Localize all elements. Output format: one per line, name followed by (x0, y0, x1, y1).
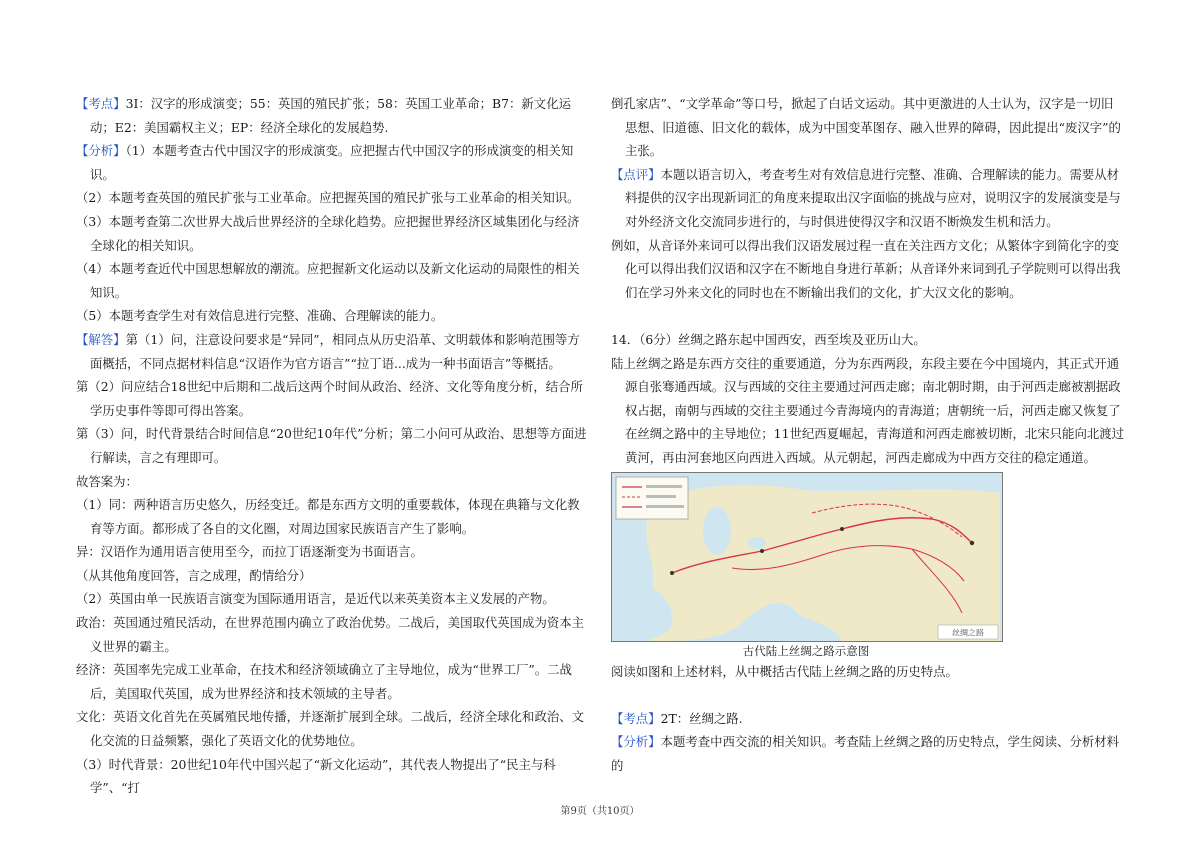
paragraph-text: （从其他角度回答，言之成理，酌情给分） (76, 567, 312, 583)
left-paragraph (76, 422, 590, 469)
left-paragraph (76, 658, 590, 705)
left-paragraph (76, 564, 590, 588)
map-caspian (703, 507, 731, 555)
paragraph-text: 文化：英语文化首先在英属殖民地传播，并逐渐扩展到全球。二战后，经济全球化和政治、文化交流的日益频繁，强化了英语文化的优势地位。 (76, 709, 585, 749)
kaodian-tag: 【考点】 (611, 710, 661, 726)
map-caption: 古代陆上丝绸之路示意图 (742, 643, 870, 658)
left-paragraph (76, 587, 590, 611)
left-paragraph (76, 611, 590, 658)
comment-text: 本题以语言切入，考查考生对有效信息进行完整、准确、合理解读的能力。需要从材料提供的汉字出现新词汇的角度来提取出汉字面临的挑战与应对，说明汉字的发展演变是与对外经济文化交流同步进行的，与时俱进使得汉字和汉语不断焕发生机和活力。 (625, 166, 1121, 229)
paragraph-text: （4）本题考查近代中国思想解放的潮流。应把握新文化运动以及新文化运动的局限性的相关知识。 (76, 261, 580, 300)
left-paragraph (76, 92, 590, 139)
paragraph-text: （2）英国由单一民族语言演变为国际通用语言，是近代以来英美资本主义发展的产物。 (76, 591, 555, 607)
right-column (611, 92, 1125, 777)
paragraph-text: 第（1）问，注意设问要求是“异同”，相同点从历史沿革、文明载体和影响范围等方面概括，不同点据材料信息“汉语作为官方语言”“拉丁语...成为一种书面语言”等概括。 (90, 331, 580, 371)
city-marker-far-west (670, 571, 674, 575)
paragraph-text: 政治：英国通过殖民活动，在世界范围内确立了政治优势。二战后，美国取代英国成为资本主义世界的霸主。 (76, 615, 585, 654)
question-14-material: 陆上丝绸之路是东西方交往的重要通道，分为东西两段，东段主要在今中国境内，其正式开通源自张骞通西域。汉与西域的交往主要通过河西走廊；南北朝时期，由于河西走廊被割据政权占据，南朝与西域的交往主要通过今青海境内的青海道；唐朝统一后，河西走廊又恢复了在丝绸之路中的主导地位；11世纪西夏崛起，青海道和河西走廊被切断，北宋只能向北渡过黄河，再由河套地区向西进入西域。从元朝起，河西走廊成为中西方交往的稳定通道。 (611, 355, 1125, 465)
left-paragraph (76, 139, 590, 186)
paragraph-text: （2）本题考查英国的殖民扩张与工业革命。应把握英国的殖民扩张与工业革命的相关知识。 (76, 190, 580, 206)
legend-text-1 (646, 485, 682, 488)
left-paragraph (76, 257, 590, 304)
silk-road-map-figure (611, 472, 1125, 660)
map-watermark: 丝绸之路 (952, 628, 984, 637)
city-marker-east (970, 540, 974, 544)
paragraph-text: （5）本题考查学生对有效信息进行完整、准确、合理解读的能力。 (76, 308, 444, 324)
kaodian-text: 2T：丝绸之路. (660, 710, 743, 726)
spacer (611, 304, 1125, 328)
left-paragraph (76, 186, 590, 210)
left-paragraph (76, 753, 590, 800)
paragraph-text: 3I：汉字的形成演变；55：英国的殖民扩张；58：英国工业革命；B7：新文化运动；E2：美国霸权主义；EP：经济全球化的发展趋势. (90, 96, 571, 135)
paragraph-text: （3）本题考查第二次世界大战后世界经济的全球化趋势。应把握世界经济区域集团化与经济全球化的相关知识。 (76, 213, 580, 253)
paragraph-text: 第（3）问，时代背景结合时间信息“20世纪10年代”分析；第二小问可从政治、思想等方面进行解读，言之有理即可。 (76, 426, 587, 465)
fenxi-text: 本题考查中西交流的相关知识。考查陆上丝绸之路的历史特点，学生阅读、分析材料的 (611, 734, 1120, 773)
map-aral (748, 537, 766, 549)
left-paragraph (76, 328, 590, 375)
paragraph-text: 故答案为： (76, 473, 138, 489)
question-14-question: 阅读如图和上述材料，从中概括古代陆上丝绸之路的历史特点。 (611, 663, 958, 679)
left-column (76, 92, 590, 800)
paragraph-text: 第（2）问应结合18世纪中后期和二战后这两个时间从政治、经济、文化等角度分析，结合所学历史事件等即可得出答案。 (76, 379, 583, 418)
page-footer: 第9页（共10页） (560, 806, 640, 817)
city-marker-mid (840, 527, 844, 531)
left-paragraph (76, 540, 590, 564)
example-paragraph: 例如，从音译外来词可以得出我们汉语发展过程一直在关注西方文化；从繁体字到简化字的变化可以得出我们汉语和汉字在不断地自身进行革新；从音译外来词到孔子学院则可以得出我们在学习外来文化的同时也在不断输出我们的文化，扩大汉文化的影响。 (611, 237, 1121, 300)
paragraph-text: （1）本题考查古代中国汉字的形成演变。应把握古代中国汉字的形成演变的相关知识。 (90, 143, 574, 182)
paragraph-text: 经济：英国率先完成工业革命，在技术和经济领域确立了主导地位，成为“世界工厂”。二战后，美国取代英国，成为世界经济和技术领域的主导者。 (76, 662, 572, 701)
left-paragraph (76, 210, 590, 257)
left-paragraph (76, 705, 590, 752)
left-paragraph (76, 470, 590, 494)
section-tag: 【考点】 (76, 96, 126, 111)
spacer (611, 683, 1125, 707)
paragraph-text: （1）同：两种语言历史悠久，历经变迁。都是东西方文明的重要载体，体现在典籍与文化教育等方面。都形成了各自的文化圈，对周边国家民族语言产生了影响。 (76, 497, 580, 536)
left-paragraph (76, 493, 590, 540)
comment-paragraph (611, 163, 1125, 234)
fenxi-tag: 【分析】 (611, 734, 661, 750)
kaodian-paragraph (611, 707, 1125, 731)
legend-text-2 (646, 495, 676, 498)
legend-text-3 (646, 505, 684, 508)
continued-answer: 倒孔家店”、“文学革命”等口号，掀起了白话文运动。其中更激进的人士认为，汉字是一切旧思想、旧道德、旧文化的载体，成为中国变革图存、融入世界的障碍，因此提出“废汉字”的主张。 (611, 96, 1121, 159)
section-tag: 【分析】 (76, 143, 126, 159)
paragraph-text: 异：汉语作为通用语言使用至今，而拉丁语逐渐变为书面语言。 (76, 544, 423, 560)
map-land (646, 485, 1000, 641)
silk-road-map (611, 472, 1003, 642)
left-paragraph (76, 304, 590, 328)
comment-tag: 【点评】 (611, 166, 661, 182)
city-marker-west (760, 549, 764, 553)
question-14-title: 14．（6分）丝绸之路东起中国西安，西至埃及亚历山大。 (611, 331, 926, 347)
left-paragraph (76, 375, 590, 422)
section-tag: 【解答】 (76, 331, 126, 347)
fenxi-paragraph (611, 730, 1125, 777)
paragraph-text: （3）时代背景：20世纪10年代中国兴起了“新文化运动”，其代表人物提出了“民主与科学”、“打 (76, 756, 556, 796)
